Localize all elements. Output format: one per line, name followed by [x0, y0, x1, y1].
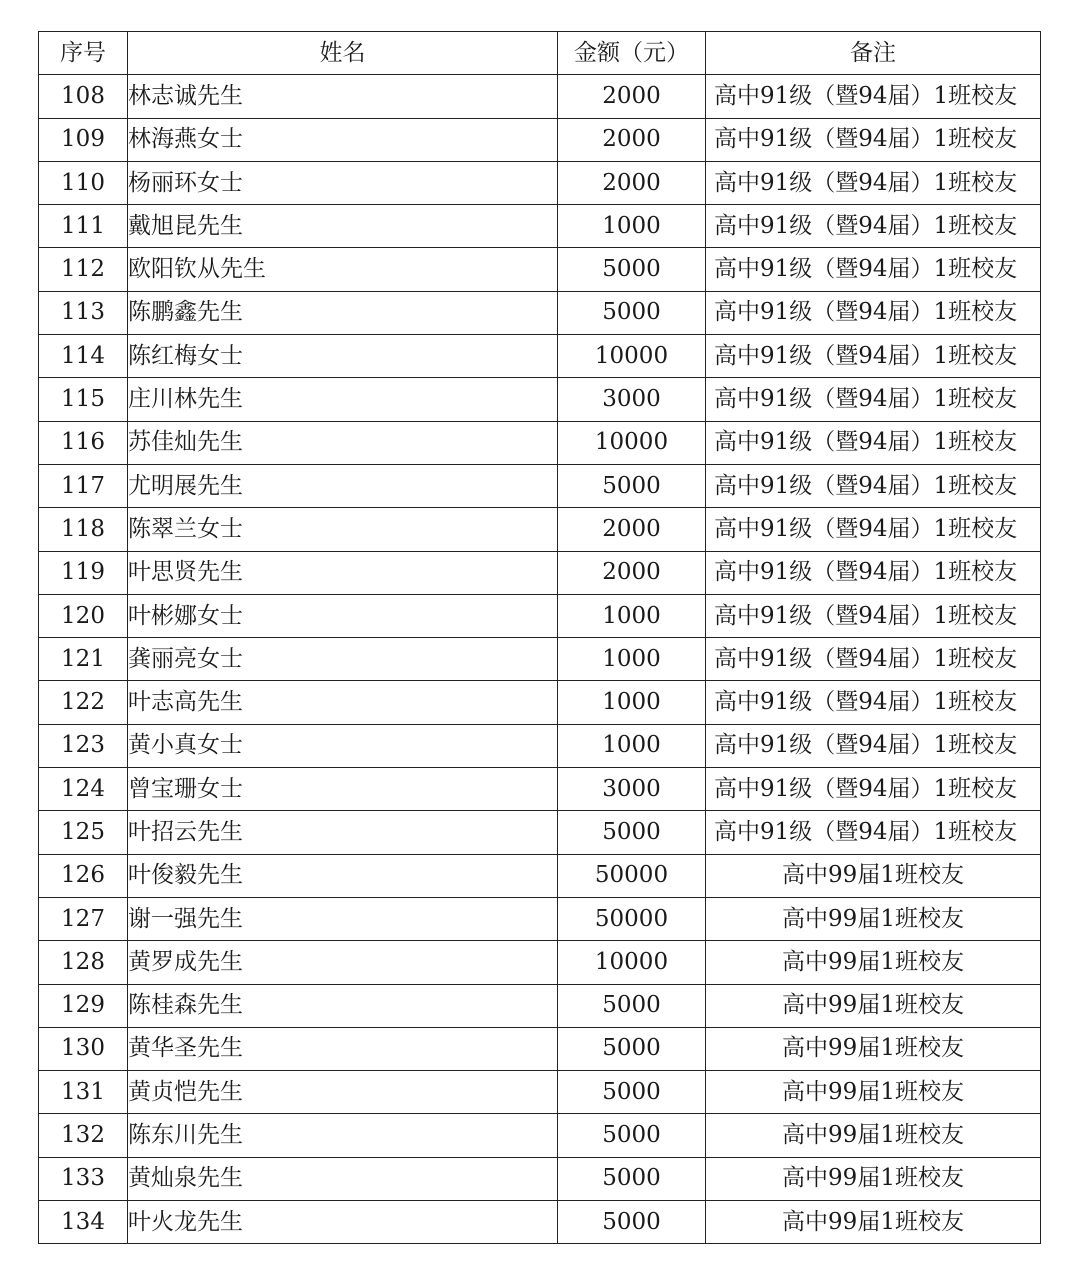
serial-number-cell: 132	[39, 1114, 128, 1157]
amount-cell: 5000	[558, 811, 706, 854]
amount-cell: 2000	[558, 75, 706, 118]
note-cell: 高中91级（暨94届）1班校友	[706, 291, 1041, 334]
table-row	[39, 508, 1041, 551]
donor-name-cell: 苏佳灿先生	[128, 421, 558, 464]
amount-cell: 2000	[558, 118, 706, 161]
amount-cell: 5000	[558, 291, 706, 334]
serial-number-cell: 131	[39, 1071, 128, 1114]
header-serial-number: 序号	[39, 32, 128, 75]
donor-name-cell: 陈鹏鑫先生	[128, 291, 558, 334]
table-row	[39, 291, 1041, 334]
amount-cell: 3000	[558, 768, 706, 811]
table-row	[39, 594, 1041, 637]
donor-name-cell: 陈东川先生	[128, 1114, 558, 1157]
amount-cell: 1000	[558, 205, 706, 248]
note-cell: 高中91级（暨94届）1班校友	[706, 205, 1041, 248]
table-row	[39, 768, 1041, 811]
note-cell: 高中99届1班校友	[706, 897, 1041, 940]
note-cell: 高中91级（暨94届）1班校友	[706, 161, 1041, 204]
amount-cell: 1000	[558, 724, 706, 767]
note-cell: 高中91级（暨94届）1班校友	[706, 551, 1041, 594]
amount-cell: 5000	[558, 1157, 706, 1200]
table-row	[39, 1201, 1041, 1244]
table-row	[39, 75, 1041, 118]
donor-name-cell: 龚丽亮女士	[128, 638, 558, 681]
table-row	[39, 811, 1041, 854]
table-row	[39, 551, 1041, 594]
donor-name-cell: 戴旭昆先生	[128, 205, 558, 248]
serial-number-cell: 127	[39, 897, 128, 940]
serial-number-cell: 120	[39, 594, 128, 637]
table-row	[39, 1114, 1041, 1157]
amount-cell: 2000	[558, 161, 706, 204]
amount-cell: 10000	[558, 941, 706, 984]
table-row	[39, 941, 1041, 984]
donor-name-cell: 尤明展先生	[128, 464, 558, 507]
donor-name-cell: 黄小真女士	[128, 724, 558, 767]
amount-cell: 1000	[558, 638, 706, 681]
serial-number-cell: 123	[39, 724, 128, 767]
amount-cell: 2000	[558, 508, 706, 551]
amount-cell: 1000	[558, 594, 706, 637]
note-cell: 高中91级（暨94届）1班校友	[706, 724, 1041, 767]
amount-cell: 3000	[558, 378, 706, 421]
amount-cell: 50000	[558, 897, 706, 940]
note-cell: 高中91级（暨94届）1班校友	[706, 464, 1041, 507]
serial-number-cell: 121	[39, 638, 128, 681]
table-row	[39, 248, 1041, 291]
note-cell: 高中91级（暨94届）1班校友	[706, 75, 1041, 118]
note-cell: 高中99届1班校友	[706, 854, 1041, 897]
table-header-row	[39, 32, 1041, 75]
amount-cell: 5000	[558, 1071, 706, 1114]
table-row	[39, 464, 1041, 507]
amount-cell: 2000	[558, 551, 706, 594]
table-row	[39, 854, 1041, 897]
note-cell: 高中91级（暨94届）1班校友	[706, 378, 1041, 421]
note-cell: 高中91级（暨94届）1班校友	[706, 594, 1041, 637]
table-row	[39, 724, 1041, 767]
note-cell: 高中91级（暨94届）1班校友	[706, 335, 1041, 378]
donor-name-cell: 黄罗成先生	[128, 941, 558, 984]
table-row	[39, 681, 1041, 724]
amount-cell: 5000	[558, 464, 706, 507]
amount-cell: 5000	[558, 1027, 706, 1070]
serial-number-cell: 115	[39, 378, 128, 421]
table-row	[39, 638, 1041, 681]
donor-name-cell: 叶火龙先生	[128, 1201, 558, 1244]
table-row	[39, 161, 1041, 204]
table-row	[39, 335, 1041, 378]
header-amount: 金额（元）	[558, 32, 706, 75]
serial-number-cell: 112	[39, 248, 128, 291]
serial-number-cell: 108	[39, 75, 128, 118]
table-row	[39, 1157, 1041, 1200]
amount-cell: 10000	[558, 421, 706, 464]
donor-table	[38, 31, 1041, 1244]
header-name: 姓名	[128, 32, 558, 75]
donor-name-cell: 叶彬娜女士	[128, 594, 558, 637]
note-cell: 高中99届1班校友	[706, 1201, 1041, 1244]
table-row	[39, 1071, 1041, 1114]
table-row	[39, 984, 1041, 1027]
amount-cell: 5000	[558, 248, 706, 291]
serial-number-cell: 129	[39, 984, 128, 1027]
serial-number-cell: 116	[39, 421, 128, 464]
serial-number-cell: 111	[39, 205, 128, 248]
note-cell: 高中91级（暨94届）1班校友	[706, 638, 1041, 681]
donor-name-cell: 叶志高先生	[128, 681, 558, 724]
donor-name-cell: 谢一强先生	[128, 897, 558, 940]
serial-number-cell: 110	[39, 161, 128, 204]
donor-name-cell: 叶俊毅先生	[128, 854, 558, 897]
serial-number-cell: 114	[39, 335, 128, 378]
note-cell: 高中91级（暨94届）1班校友	[706, 118, 1041, 161]
amount-cell: 50000	[558, 854, 706, 897]
serial-number-cell: 117	[39, 464, 128, 507]
donor-name-cell: 黄贞恺先生	[128, 1071, 558, 1114]
note-cell: 高中91级（暨94届）1班校友	[706, 248, 1041, 291]
table-row	[39, 421, 1041, 464]
table-row	[39, 118, 1041, 161]
donor-name-cell: 陈翠兰女士	[128, 508, 558, 551]
amount-cell: 5000	[558, 1114, 706, 1157]
serial-number-cell: 126	[39, 854, 128, 897]
donor-name-cell: 欧阳钦从先生	[128, 248, 558, 291]
serial-number-cell: 134	[39, 1201, 128, 1244]
donor-name-cell: 陈红梅女士	[128, 335, 558, 378]
note-cell: 高中91级（暨94届）1班校友	[706, 811, 1041, 854]
table-row	[39, 897, 1041, 940]
note-cell: 高中99届1班校友	[706, 1027, 1041, 1070]
donor-name-cell: 庄川林先生	[128, 378, 558, 421]
note-cell: 高中91级（暨94届）1班校友	[706, 508, 1041, 551]
note-cell: 高中99届1班校友	[706, 1157, 1041, 1200]
header-note: 备注	[706, 32, 1041, 75]
donor-name-cell: 叶思贤先生	[128, 551, 558, 594]
note-cell: 高中99届1班校友	[706, 984, 1041, 1027]
donor-name-cell: 林志诚先生	[128, 75, 558, 118]
donor-name-cell: 杨丽环女士	[128, 161, 558, 204]
table-row	[39, 1027, 1041, 1070]
serial-number-cell: 119	[39, 551, 128, 594]
serial-number-cell: 113	[39, 291, 128, 334]
serial-number-cell: 118	[39, 508, 128, 551]
serial-number-cell: 122	[39, 681, 128, 724]
amount-cell: 5000	[558, 1201, 706, 1244]
note-cell: 高中99届1班校友	[706, 1114, 1041, 1157]
amount-cell: 10000	[558, 335, 706, 378]
note-cell: 高中91级（暨94届）1班校友	[706, 681, 1041, 724]
note-cell: 高中99届1班校友	[706, 941, 1041, 984]
table-row	[39, 205, 1041, 248]
note-cell: 高中91级（暨94届）1班校友	[706, 768, 1041, 811]
donor-name-cell: 黄灿泉先生	[128, 1157, 558, 1200]
donor-name-cell: 黄华圣先生	[128, 1027, 558, 1070]
serial-number-cell: 130	[39, 1027, 128, 1070]
serial-number-cell: 125	[39, 811, 128, 854]
donor-name-cell: 曾宝珊女士	[128, 768, 558, 811]
serial-number-cell: 109	[39, 118, 128, 161]
donor-name-cell: 陈桂森先生	[128, 984, 558, 1027]
serial-number-cell: 124	[39, 768, 128, 811]
amount-cell: 5000	[558, 984, 706, 1027]
amount-cell: 1000	[558, 681, 706, 724]
table-row	[39, 378, 1041, 421]
donor-list-sheet	[38, 31, 1040, 1244]
donor-name-cell: 林海燕女士	[128, 118, 558, 161]
serial-number-cell: 128	[39, 941, 128, 984]
note-cell: 高中91级（暨94届）1班校友	[706, 421, 1041, 464]
note-cell: 高中99届1班校友	[706, 1071, 1041, 1114]
donor-name-cell: 叶招云先生	[128, 811, 558, 854]
serial-number-cell: 133	[39, 1157, 128, 1200]
